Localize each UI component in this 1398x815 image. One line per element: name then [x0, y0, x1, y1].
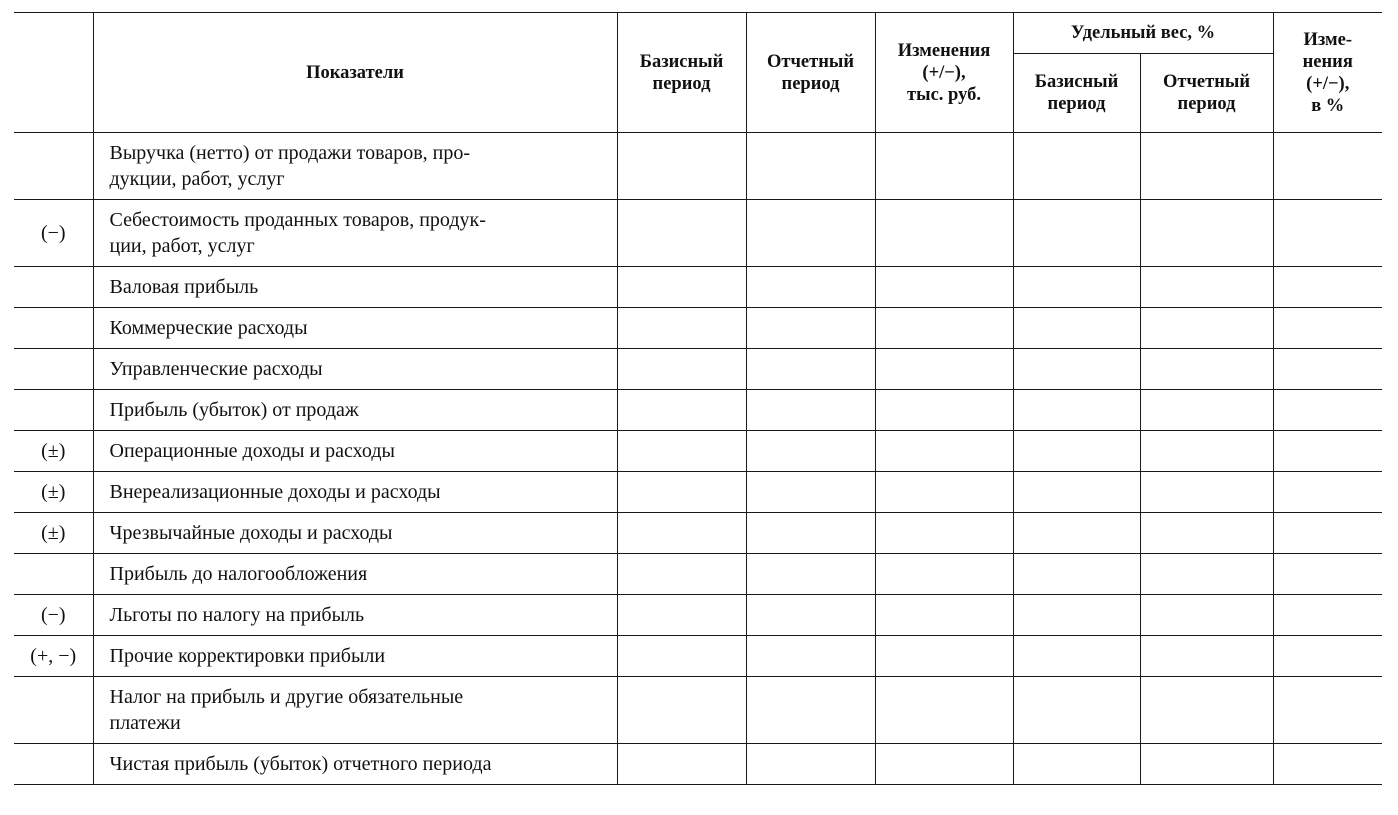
row-sign: [14, 308, 93, 349]
cell-share-base: [1013, 390, 1140, 431]
cell-change-pct: [1273, 636, 1382, 677]
row-indicator-line: Прибыль (убыток) от продаж: [109, 399, 359, 421]
row-indicator-name: [93, 744, 617, 785]
cell-report-period: [746, 133, 875, 200]
cell-share-report: [1140, 636, 1273, 677]
row-indicator-name: [93, 554, 617, 595]
row-sign: (+, −): [14, 636, 93, 677]
table-row: [14, 390, 1382, 431]
header-change-pct: [1273, 13, 1382, 133]
cell-report-period: [746, 677, 875, 744]
row-indicator-name: [93, 595, 617, 636]
cell-base-period: [617, 744, 746, 785]
row-sign: [14, 744, 93, 785]
cell-base-period: [617, 390, 746, 431]
cell-change-pct: [1273, 349, 1382, 390]
row-indicator-name: [93, 390, 617, 431]
cell-change-pct: [1273, 308, 1382, 349]
row-sign: [14, 267, 93, 308]
cell-change-pct: [1273, 595, 1382, 636]
table-row: [14, 308, 1382, 349]
row-sign: [14, 133, 93, 200]
header-change-pct-line: в %: [1311, 95, 1345, 116]
cell-report-period: [746, 267, 875, 308]
cell-share-base: [1013, 554, 1140, 595]
cell-share-base: [1013, 513, 1140, 554]
header-share-report-line: период: [1177, 94, 1236, 114]
cell-change-abs: [875, 595, 1013, 636]
table-row: [14, 595, 1382, 636]
header-share-report: [1140, 54, 1273, 133]
cell-share-report: [1140, 513, 1273, 554]
header-base-period-line: период: [652, 73, 711, 94]
cell-base-period: [617, 513, 746, 554]
header-indicator: Показатели: [93, 13, 617, 133]
row-indicator-line: Себестоимость проданных товаров, продук-: [109, 209, 486, 231]
cell-change-abs: [875, 267, 1013, 308]
row-indicator-line: Внереализационные доходы и расходы: [109, 481, 441, 503]
cell-change-abs: [875, 677, 1013, 744]
table-row: [14, 472, 1382, 513]
row-indicator-name: [93, 636, 617, 677]
row-sign: (±): [14, 472, 93, 513]
header-report-period-line: период: [781, 73, 840, 94]
header-change-abs: [875, 13, 1013, 133]
cell-share-base: [1013, 349, 1140, 390]
row-indicator-name: [93, 308, 617, 349]
cell-share-base: [1013, 677, 1140, 744]
cell-change-pct: [1273, 267, 1382, 308]
cell-change-pct: [1273, 133, 1382, 200]
cell-share-base: [1013, 200, 1140, 267]
header-change-abs-line: тыс. руб.: [907, 84, 981, 105]
row-indicator-line: дукции, работ, услуг: [109, 168, 285, 190]
header-share-report-line: Отчетный: [1163, 72, 1250, 92]
cell-change-pct: [1273, 554, 1382, 595]
header-change-abs-line: (+/−),: [922, 62, 966, 83]
cell-change-abs: [875, 200, 1013, 267]
cell-base-period: [617, 636, 746, 677]
cell-base-period: [617, 267, 746, 308]
row-indicator-name: [93, 349, 617, 390]
row-indicator-line: Управленческие расходы: [109, 358, 323, 380]
row-indicator-line: ции, работ, услуг: [109, 235, 255, 257]
cell-share-base: [1013, 133, 1140, 200]
row-indicator-name: [93, 513, 617, 554]
table-row: [14, 554, 1382, 595]
header-base-period: [617, 13, 746, 133]
cell-base-period: [617, 308, 746, 349]
row-indicator-line: Выручка (нетто) от продажи товаров, про-: [109, 142, 470, 164]
cell-change-pct: [1273, 200, 1382, 267]
cell-base-period: [617, 677, 746, 744]
cell-change-abs: [875, 390, 1013, 431]
cell-share-report: [1140, 390, 1273, 431]
row-sign: (±): [14, 431, 93, 472]
profit-analysis-table: [14, 12, 1382, 785]
row-indicator-name: [93, 200, 617, 267]
header-share-base-line: Базисный: [1034, 72, 1119, 92]
row-sign: [14, 349, 93, 390]
table-row: [14, 267, 1382, 308]
cell-report-period: [746, 513, 875, 554]
cell-change-abs: [875, 472, 1013, 513]
row-indicator-line: Прочие корректировки прибыли: [109, 645, 386, 667]
cell-base-period: [617, 349, 746, 390]
cell-share-base: [1013, 308, 1140, 349]
cell-change-abs: [875, 349, 1013, 390]
row-indicator-line: Коммерческие расходы: [109, 317, 308, 339]
row-sign: (±): [14, 513, 93, 554]
cell-share-report: [1140, 133, 1273, 200]
cell-share-report: [1140, 308, 1273, 349]
cell-report-period: [746, 308, 875, 349]
cell-share-report: [1140, 431, 1273, 472]
cell-share-base: [1013, 595, 1140, 636]
table-row: [14, 636, 1382, 677]
row-indicator-line: Операционные доходы и расходы: [109, 440, 395, 462]
cell-base-period: [617, 133, 746, 200]
cell-share-report: [1140, 267, 1273, 308]
row-indicator-line: Чрезвычайные доходы и расходы: [109, 522, 393, 544]
cell-change-pct: [1273, 744, 1382, 785]
cell-change-abs: [875, 744, 1013, 785]
cell-share-report: [1140, 554, 1273, 595]
header-report-period: [746, 13, 875, 133]
cell-change-pct: [1273, 431, 1382, 472]
cell-change-abs: [875, 554, 1013, 595]
cell-report-period: [746, 431, 875, 472]
cell-change-pct: [1273, 390, 1382, 431]
cell-change-abs: [875, 431, 1013, 472]
cell-change-pct: [1273, 472, 1382, 513]
cell-report-period: [746, 349, 875, 390]
header-share-base: [1013, 54, 1140, 133]
cell-change-abs: [875, 133, 1013, 200]
table-row: [14, 513, 1382, 554]
table-row: [14, 200, 1382, 267]
row-indicator-name: [93, 677, 617, 744]
cell-change-abs: [875, 513, 1013, 554]
row-indicator-line: Валовая прибыль: [109, 276, 259, 298]
row-indicator-name: [93, 431, 617, 472]
cell-report-period: [746, 390, 875, 431]
cell-share-base: [1013, 744, 1140, 785]
row-sign: (−): [14, 595, 93, 636]
header-change-pct-line: (+/−),: [1306, 73, 1350, 94]
header-share-base-line: период: [1047, 94, 1106, 114]
row-sign: [14, 390, 93, 431]
cell-report-period: [746, 636, 875, 677]
cell-change-pct: [1273, 513, 1382, 554]
header-change-abs-line: Изменения: [897, 40, 991, 61]
header-base-period-line: Базисный: [639, 51, 724, 72]
header-report-period-line: Отчетный: [767, 51, 854, 72]
table-row: [14, 431, 1382, 472]
cell-share-base: [1013, 431, 1140, 472]
cell-report-period: [746, 554, 875, 595]
cell-base-period: [617, 200, 746, 267]
row-sign: (−): [14, 200, 93, 267]
table-row: [14, 677, 1382, 744]
row-indicator-line: Прибыль до налогообложения: [109, 563, 368, 585]
cell-share-report: [1140, 677, 1273, 744]
table-body: [14, 133, 1382, 785]
row-indicator-name: [93, 267, 617, 308]
row-indicator-line: Чистая прибыль (убыток) отчетного периода: [109, 753, 492, 775]
row-sign: [14, 554, 93, 595]
cell-base-period: [617, 595, 746, 636]
cell-report-period: [746, 744, 875, 785]
row-indicator-name: [93, 133, 617, 200]
row-indicator-line: Налог на прибыль и другие обязательные: [109, 686, 464, 708]
row-sign: [14, 677, 93, 744]
cell-report-period: [746, 200, 875, 267]
cell-change-abs: [875, 308, 1013, 349]
cell-share-report: [1140, 744, 1273, 785]
header-change-pct-line: нения: [1302, 51, 1353, 72]
cell-share-report: [1140, 595, 1273, 636]
header-sign-column: [14, 13, 93, 133]
cell-share-report: [1140, 349, 1273, 390]
row-indicator-line: платежи: [109, 712, 181, 734]
table-row: [14, 744, 1382, 785]
cell-base-period: [617, 431, 746, 472]
cell-change-abs: [875, 636, 1013, 677]
cell-change-pct: [1273, 677, 1382, 744]
cell-share-report: [1140, 200, 1273, 267]
cell-share-report: [1140, 472, 1273, 513]
table-row: [14, 349, 1382, 390]
header-share-group: Удельный вес, %: [1013, 13, 1273, 54]
cell-base-period: [617, 472, 746, 513]
cell-base-period: [617, 554, 746, 595]
header-row-top: [14, 13, 1382, 54]
header-change-pct-line: Изме-: [1303, 29, 1353, 50]
cell-report-period: [746, 595, 875, 636]
table-row: [14, 133, 1382, 200]
row-indicator-name: [93, 472, 617, 513]
cell-report-period: [746, 472, 875, 513]
cell-share-base: [1013, 267, 1140, 308]
row-indicator-line: Льготы по налогу на прибыль: [109, 604, 365, 626]
cell-share-base: [1013, 472, 1140, 513]
cell-share-base: [1013, 636, 1140, 677]
